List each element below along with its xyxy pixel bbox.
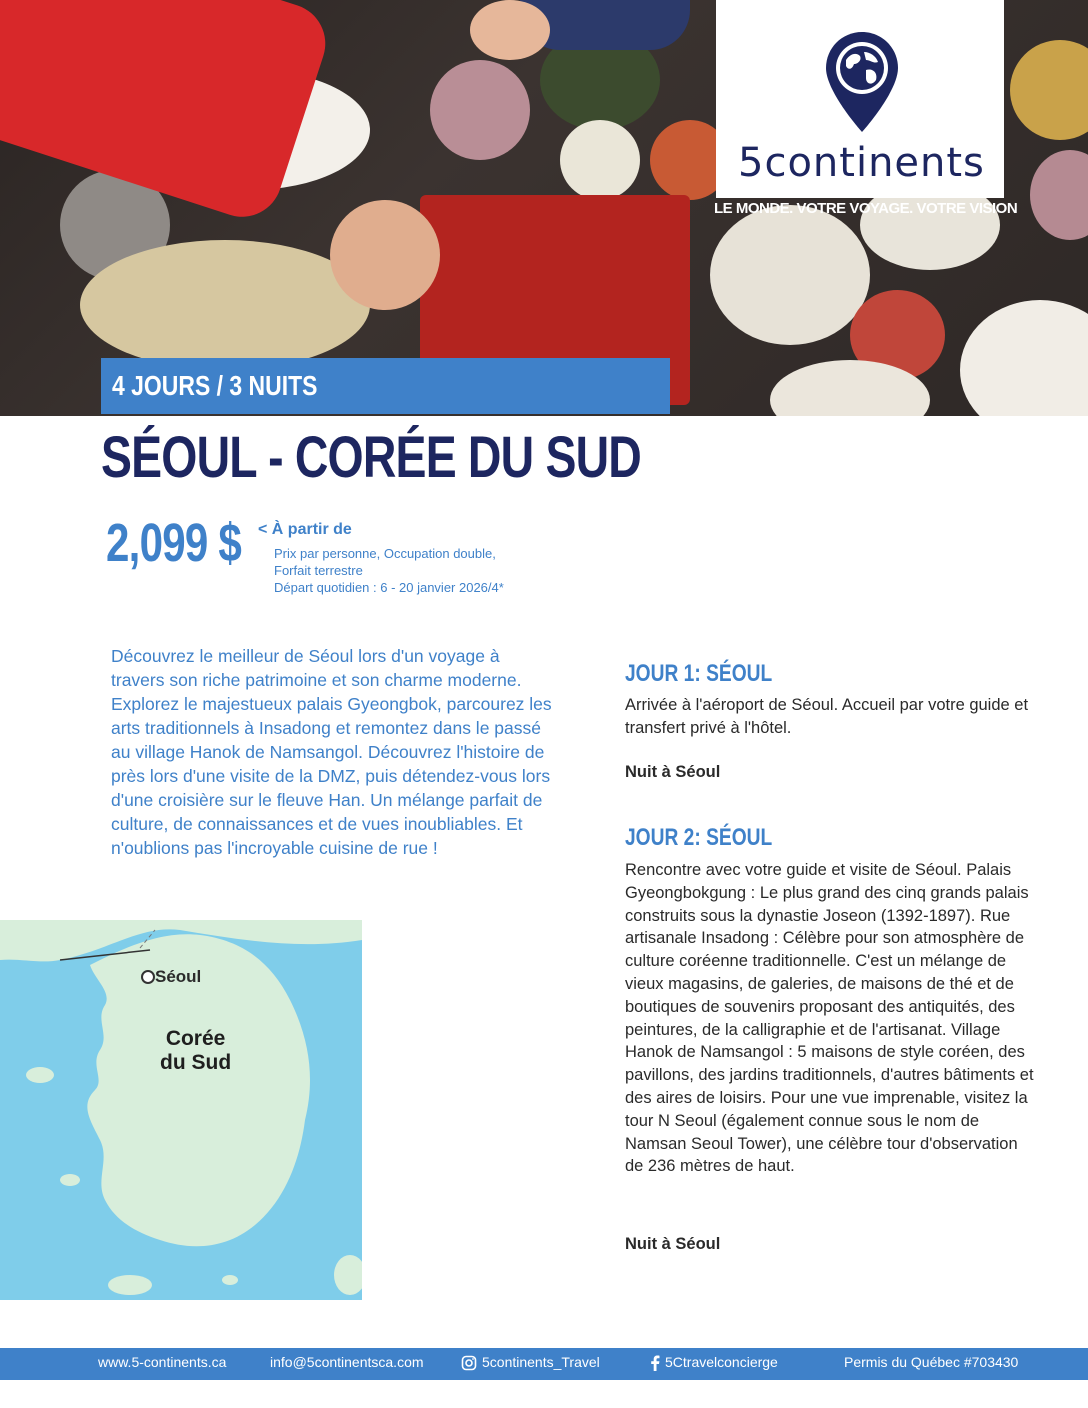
footer-permit: Permis du Québec #703430 (844, 1354, 1019, 1370)
map-city-name: Séoul (155, 967, 202, 986)
price-notes (274, 545, 504, 596)
instagram-icon (461, 1355, 477, 1371)
globe-pin-icon (824, 30, 900, 134)
map-label-seoul (141, 967, 201, 987)
brand-logo-text: 5continents (738, 140, 985, 186)
day-1-night: Nuit à Séoul (625, 763, 721, 781)
map-label-country (160, 1027, 231, 1075)
footer-instagram[interactable] (461, 1354, 600, 1371)
duration-label: 4 JOURS / 3 NUITS (112, 370, 318, 401)
intro-paragraph: Découvrez le meilleur de Séoul lors d'un voyage à travers son riche patrimoine et son charme moderne. Explorez le majestueux palais Gyeongbok, parcourez les arts traditionnels à Insadong et remontez dans le passé au village Hanok de Namsangol. Découvrez l'histoire de près lors d'une visite de la DMZ, puis détendez-vous lors d'une croisière sur le fleuve Han. Un mélange parfait de culture, de connaissances et de vues inoubliables. Et n'oublions pas l'incroyable cuisine de rue ! (111, 646, 552, 858)
price-from-label: < À partir de (258, 521, 352, 538)
instagram-handle: 5continents_Travel (482, 1354, 600, 1370)
day-2-description: Rencontre avec votre guide et visite de Séoul. Palais Gyeongbokgung : Le plus grand des cinq grands palais construits sous la dynastie Joseon (1392-1897). Rue artisanale Insadong : Célèbre pour son atmosphère de culture coréenne traditionnelle. C'est un mélange de vieux magasins, de galeries, de maisons de thé et de boutiques de souvenirs proposant des antiquités, des peintures, de la calligraphie et de l'artisanat. Village Hanok de Namsangol : 5 maisons de style coréen, des pavillons, des jardins traditionnels, d'autres bâtiments et des aires de loisirs. Pour une vue imprenable, visitez la tour N Seoul (également connue sous le nom de Namsan Seoul Tower), une célèbre tour d'observation de 236 mètres de haut. (625, 861, 1034, 1176)
day-1-title: JOUR 1: SÉOUL (625, 660, 773, 687)
page-title: SÉOUL - CORÉE DU SUD (101, 425, 642, 490)
price: 2,099 $ (106, 513, 242, 573)
footer-website-link[interactable]: www.5-continents.ca (98, 1354, 227, 1370)
brand-tagline: LE MONDE. VOTRE VOYAGE. VOTRE VISION (714, 200, 1018, 217)
map-country-line: du Sud (160, 1051, 232, 1074)
footer-bar (0, 1348, 1088, 1380)
facebook-icon (650, 1355, 660, 1371)
price-note: Départ quotidien : 6 - 20 janvier 2026/4* (274, 580, 504, 595)
price-note: Prix par personne, Occupation double, (274, 546, 496, 561)
day-1-description: Arrivée à l'aéroport de Séoul. Accueil par votre guide et transfert privé à l'hôtel. (625, 696, 1029, 737)
price-note: Forfait terrestre (274, 563, 363, 578)
map-country-line: Corée (165, 1027, 226, 1050)
day-2-title: JOUR 2: SÉOUL (625, 824, 773, 851)
footer-email-link[interactable]: info@5continentsca.com (270, 1354, 424, 1370)
facebook-handle: 5Ctravelconcierge (665, 1354, 778, 1370)
footer-facebook[interactable] (650, 1354, 778, 1371)
day-2-night: Nuit à Séoul (625, 1235, 721, 1253)
